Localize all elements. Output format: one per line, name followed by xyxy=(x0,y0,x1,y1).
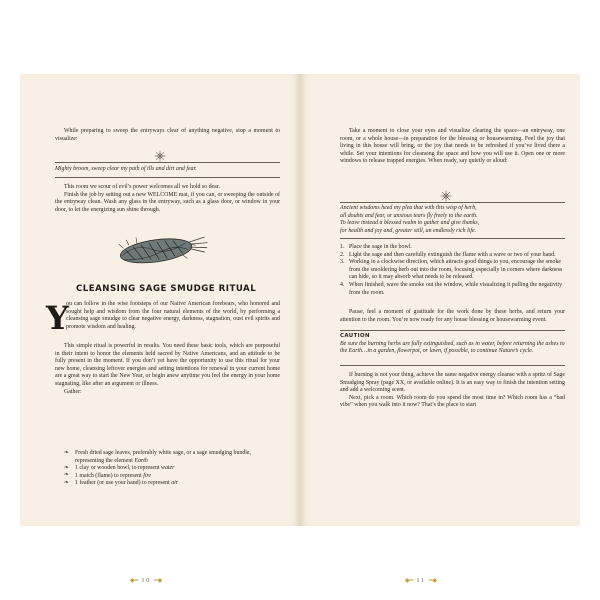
step-number: 4. xyxy=(340,281,345,288)
body-block-r3 xyxy=(340,372,565,410)
star-ornament-icon xyxy=(440,190,452,202)
quote-line: Ancient wisdoms heed my plea that with this wisp of herb, xyxy=(340,205,477,211)
step-item xyxy=(340,259,565,282)
gather-label: Gather: xyxy=(64,388,82,395)
caution-box xyxy=(340,333,565,356)
paragraph: Take a moment to close your eyes and visualize clearing the space—an entryway, one room, or a whole house—in preparation for the blessing or housewarming. Feel the joy that living in this house will bring, or the joy that needs to be refreshed if you’ve lived there a while. Set your intentions for cleansing the space and how you will use it. Open one or more windows to release trapped energies. When ready, say quietly or aloud: xyxy=(340,128,565,165)
step-number: 2. xyxy=(340,251,345,258)
element-name: fire xyxy=(143,472,152,479)
material-text: 1 match (flame) to represent xyxy=(75,472,144,479)
left-page xyxy=(20,74,300,584)
drop-cap: Y xyxy=(46,299,69,337)
body-block-r1 xyxy=(340,128,565,166)
body-block-1 xyxy=(55,184,280,214)
right-page xyxy=(300,74,580,584)
quote-top-rule xyxy=(340,202,565,203)
material-item xyxy=(64,465,274,473)
element-name: air xyxy=(171,480,179,487)
caution-bottom-rule xyxy=(340,365,565,366)
step-text: When finished, wave the smoke out the window, while visualizing it pulling the negativity from the room. xyxy=(349,281,563,296)
intro-text: While preparing to sweep the entryways clear of anything negative, stop a moment to visualize: xyxy=(55,128,280,142)
star-ornament-icon xyxy=(154,150,166,162)
quote-block xyxy=(340,205,565,235)
paragraph: This simple ritual is powerful in results. You need these basic tools, which are purposeful in their intent to honor the elements held sacred by Native Americans, and an attitude to be fully present in the moment. If you don’t yet have the opportunity to use this ritual for your new home, cleansing leftover energies and setting intentions for renewal in your current home are a great way to start the New Year, or begin anew anytime you feel the energy in your home stagnating, like after an argument or illness. xyxy=(55,343,280,387)
body-block-r2 xyxy=(340,309,565,324)
page-number: 10 xyxy=(141,577,151,584)
materials-list xyxy=(64,450,274,488)
sage-bundle-illustration xyxy=(112,228,212,272)
quote-line: all doubts and fear, or anxious tears fly freely to the earth. xyxy=(340,212,478,219)
quote-bottom-rule xyxy=(340,238,565,239)
paragraph: ou can follow in the wise footsteps of our Native American forebears, who honored and sought help and wisdom from the four natural elements of the world, by performing a cleansing sage smudge to clear negative energy, darkness, stagnation, oust evil spirits and promote wisdom and healing. xyxy=(66,301,280,330)
quote-text: Mighty broom, sweep clear my path of ills and dirt and fear. xyxy=(55,166,197,172)
intro-paragraph xyxy=(55,128,280,143)
steps-list xyxy=(340,244,565,297)
caution-top-rule xyxy=(340,330,565,331)
paragraph: Finish the job by setting out a new WELCOME mat, if you can, or sweeping the outside of the entryway clean. Wash any glass in the entryway, such as a glass door, or window in your door, to let the energizing sun shine through. xyxy=(55,191,280,213)
step-number: 3. xyxy=(340,259,345,266)
quote-line: To leave instead a blessed realm to gather and give thanks, xyxy=(340,220,480,227)
material-text: Fresh dried sage leaves, preferably white sage, or a sage smudging bundle, representing the element xyxy=(75,450,252,464)
page-footer-right xyxy=(405,577,437,584)
paragraph: This room we scour of evil’s power welcomes all we hold so dear. xyxy=(64,184,220,190)
material-item xyxy=(64,480,274,488)
material-text: 1 clay or wooden bowl, to represent xyxy=(75,465,162,472)
step-number: 1. xyxy=(340,244,345,250)
caution-title: CAUTION xyxy=(340,333,370,339)
folio-ornament-icon: ━◆ xyxy=(428,578,437,584)
step-item xyxy=(340,252,565,260)
step-text: Light the sage and then carefully extinguish the flame with a wave or two of your hand. xyxy=(349,251,556,258)
quote-top-rule xyxy=(55,162,280,163)
caution-text: Be sure the burning herbs are fully extinguished, such as in water, before returning the ashes to the Earth…in a garden, flowerpot, or lawn, if possible, to continue Nature’s cycle. xyxy=(340,340,565,355)
paragraph: If burning is not your thing, achieve the same negative energy cleanse with a spritz of Sage Smudging Spray (page XX, or available online). It is an easy way to finish the intention setting and add a welcoming scent. xyxy=(340,372,565,394)
page-footer-left xyxy=(130,577,162,584)
folio-ornament-icon: ◆━ xyxy=(130,578,139,584)
folio-ornament-icon: ━◆ xyxy=(153,578,163,584)
step-item xyxy=(340,282,565,297)
step-text: Working in a clockwise direction, which attracts good things to you, encourage the smoke from the smoldering herb out into the room, focusing especially in corners where darkness can hide, so it may absorb what needs to be released. xyxy=(349,259,563,281)
body-block-3 xyxy=(55,343,280,396)
paragraph: Pause, feel a moment of gratitude for the work done by these herbs, and return your attention to the room. You’re now ready for any house blessing or housewarming event. xyxy=(340,309,565,323)
element-name: water xyxy=(161,465,175,472)
section-heading: CLEANSING SAGE SMUDGE RITUAL xyxy=(76,284,257,294)
material-text: 1 feather (or use your hand) to represent xyxy=(75,480,172,487)
material-item xyxy=(64,450,274,465)
step-text: Place the sage in the bowl. xyxy=(349,244,412,250)
folio-ornament-icon: ◆━ xyxy=(405,578,414,584)
paragraph: Next, pick a room. Which room do you spend the most time in? Which room has a “bad vibe” when you walk into it now? That’s the place to start xyxy=(340,394,565,409)
step-item xyxy=(340,244,565,252)
element-name: Earth xyxy=(134,457,148,464)
body-block-2 xyxy=(66,301,280,331)
quote-line: for health and joy and, greater still, an endlessly rich life. xyxy=(340,227,477,234)
quote-block xyxy=(55,166,280,174)
quote-bottom-rule xyxy=(55,177,280,178)
page-number: 11 xyxy=(416,577,426,584)
